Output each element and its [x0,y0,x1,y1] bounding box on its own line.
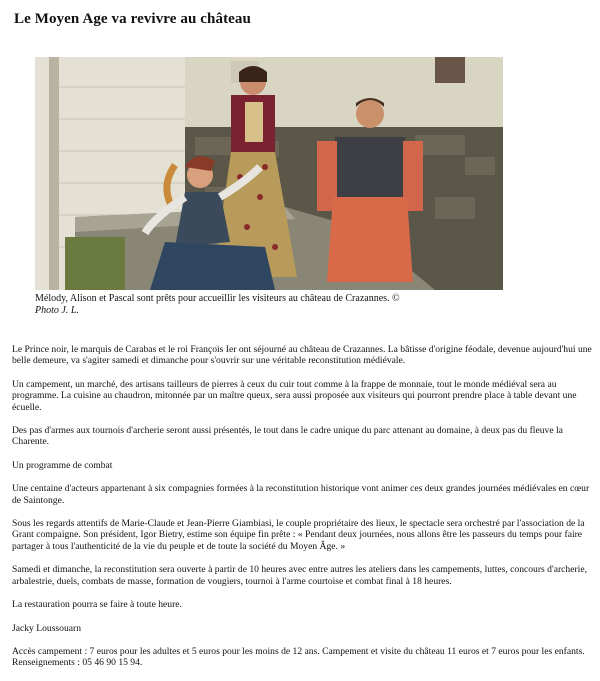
paragraph-organizers: Sous les regards attentifs de Marie-Claude et Jean-Pierre Giambiasi, le couple propriétaire des lieux, le spectacle sera orchestré par l'association de la Grant compaigne. Son président, Igor Bietry, estime son équipe fin prête : « Pendant deux journées, nous allons être les passeurs du temps pour faire partager à tous l'authenticité de la vie du peuple et de toute la société du Moyen Âge. » [12,518,585,552]
article-body [12,344,596,681]
medieval-costume-photo-icon [35,57,503,290]
paragraph-schedule: Samedi et dimanche, la reconstitution sera ouverte à partir de 10 heures avec entre autres les ateliers dans les campements, luttes, concours d'archerie, arbalestrie, duels, combats de masse, formation de vougiers, tournoi à l'arme courtoise et combat final à 18 heures. [12,564,587,587]
paragraph-activities: Des pas d'armes aux tournois d'archerie seront aussi présentés, le tout dans le cadre unique du parc attenant au domaine, à deux pas du fleuve la Charente. [12,425,563,448]
section-heading: Un programme de combat [12,459,113,471]
photo-credit: Photo J. L. [35,305,79,316]
paragraph-access: Accès campement : 7 euros pour les adultes et 5 euros pour les moins de 12 ans. Campement et visite du château 11 euros et 7 euros pour les enfants. Renseignements : 05 46 90 15 94. [12,645,585,669]
caption-text: Mélody, Alison et Pascal sont prêts pour accueillir les visiteurs au château de Crazannes. © [35,293,400,304]
paragraph-actors: Une centaine d'acteurs appartenant à six compagnies formées à la reconstitution historique vont animer ces deux grandes journées médiévales en cœur de Saintonge. [12,483,590,506]
author-name: Jacky Loussouarn [12,622,82,634]
paragraph-intro: Le Prince noir, le marquis de Carabas et le roi François Ier ont séjourné au château de Crazannes. La bâtisse d'origine féodale, devenue aujourd'hui une belle demeure, va s'agiter samedi et dimanche pour s'ouvrir sur une véritable reconstitution médiévale. [12,344,592,367]
article-photo [35,57,503,290]
paragraph-program: Un campement, un marché, des artisans tailleurs de pierres à ceux du cuir tout comme à la frappe de monnaie, tout le monde médiéval sera au programme. La cuisine au chaudron, mitonnée par un maître queux, sera aussi proposée aux visiteurs qui pourront prendre place à table devant une écuelle. [12,378,577,413]
article-title: Le Moyen Age va revivre au château [14,11,251,27]
photo-caption [35,293,505,317]
paragraph-food: La restauration pourra se faire à toute heure. [12,599,182,611]
